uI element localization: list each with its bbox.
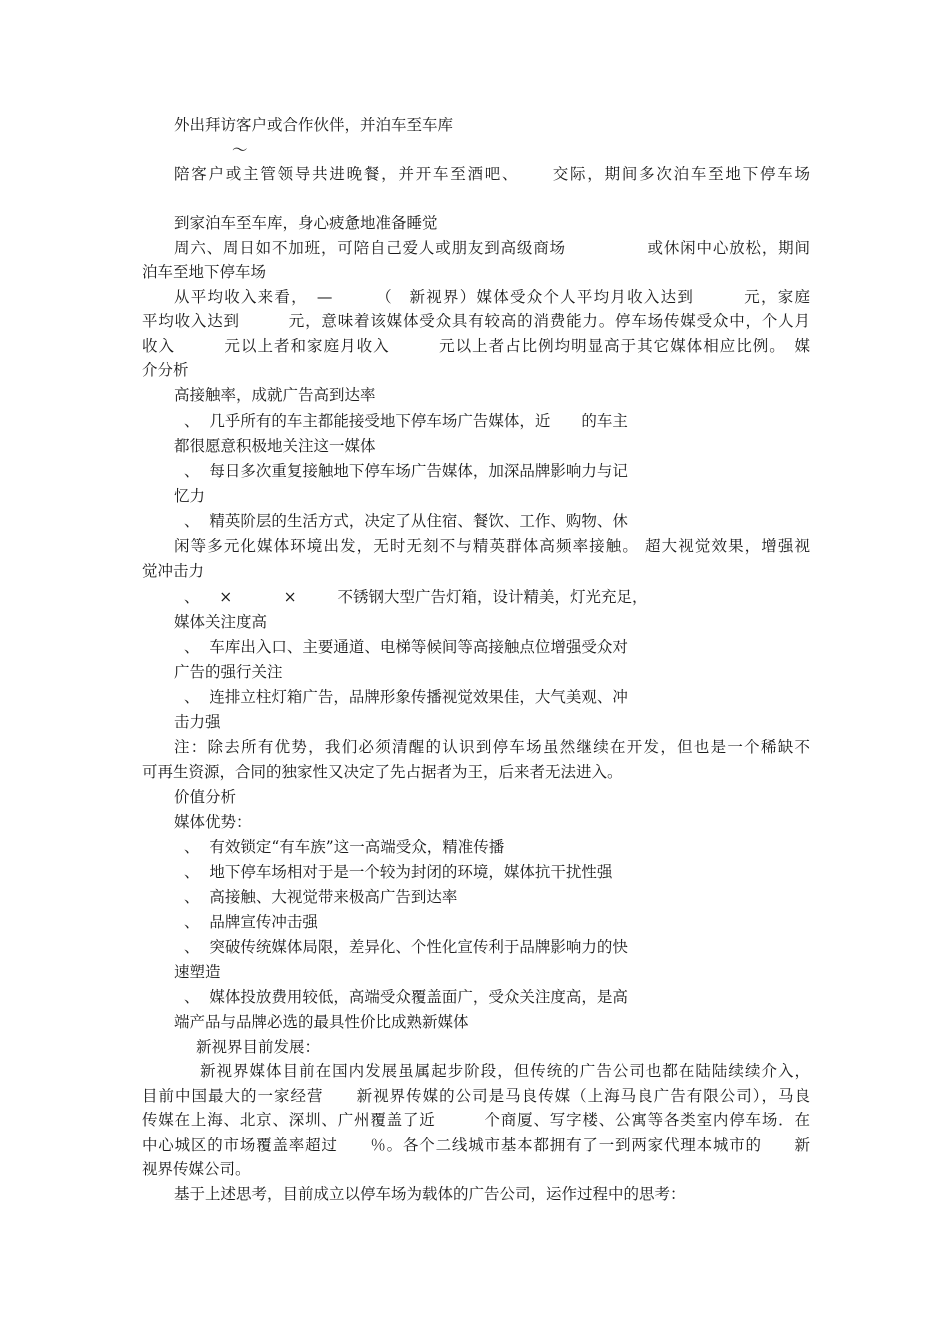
- text-line: 泊车至地下停车场: [142, 263, 267, 281]
- text-line: 媒体关注度高: [174, 613, 268, 631]
- text-line: 从平均收入来看， — （ 新视界）媒体受众个人平均月收入达到 元，家庭: [174, 288, 810, 306]
- text-line: 、 几乎所有的车主都能接受地下停车场广告媒体，近 的车主: [184, 412, 628, 430]
- text-line: 陪客户或主管领导共进晚餐，并开车至酒吧、 交际，期间多次泊车至地下停车场: [174, 165, 810, 183]
- text-line: 、 高接触、大视觉带来极高广告到达率: [184, 888, 458, 906]
- text-line: 介分析: [142, 361, 189, 379]
- text-line: 、 车库出入口、主要通道、电梯等候间等高接触点位增强受众对: [184, 638, 628, 656]
- text-line: 传媒在上海、北京、深圳、广州覆盖了近 个商厦、写字楼、公寓等各类室内停车场．在: [142, 1111, 810, 1129]
- text-line: 、 有效锁定“有车族”这一高端受众，精准传播: [184, 838, 505, 856]
- text-line: 新视界媒体目前在国内发展虽属起步阶段，但传统的广告公司也都在陆陆续续介入，: [200, 1062, 810, 1080]
- text-line: 周六、周日如不加班，可陪自己爱人或朋友到高级商场 或休闲中心放松，期间: [174, 239, 810, 257]
- text-line: 视界传媒公司。: [142, 1160, 251, 1178]
- text-line: 觉冲击力: [142, 562, 205, 580]
- text-line: 可再生资源，合同的独家性又决定了先占据者为王，后来者无法进入。: [142, 763, 623, 781]
- text-line: 到家泊车至车库，身心疲惫地准备睡觉: [174, 214, 438, 232]
- text-line: 、 每日多次重复接触地下停车场广告媒体，加深品牌影响力与记: [184, 462, 628, 480]
- text-line: 、 连排立柱灯箱广告，品牌形象传播视觉效果佳，大气美观、冲: [184, 688, 628, 706]
- text-line: 、 精英阶层的生活方式，决定了从住宿、餐饮、工作、购物、休: [184, 512, 628, 530]
- text-line: 忆力: [174, 487, 206, 505]
- text-line: 、 × × 不锈钢大型广告灯箱，设计精美，灯光充足，: [184, 588, 648, 606]
- text-line: 外出拜访客户或合作伙伴，并泊车至车库: [174, 116, 454, 134]
- text-line: 速塑造: [174, 963, 221, 981]
- text-line: 收入 元以上者和家庭月收入 元以上者占比例均明显高于其它媒体相应比例。 媒: [142, 337, 810, 355]
- text-line: 高接触率，成就广告高到达率: [174, 386, 376, 404]
- text-line: 中心城区的市场覆盖率超过 ％。各个二线城市基本都拥有了一到两家代理本城市的 新: [142, 1136, 810, 1154]
- text-line: 注：除去所有优势，我们必须清醒的认识到停车场虽然继续在开发，但也是一个稀缺不: [174, 738, 810, 756]
- text-line: 都很愿意积极地关注这一媒体: [174, 437, 376, 455]
- text-line: 新视界目前发展：: [196, 1038, 321, 1056]
- text-line: 、 媒体投放费用较低，高端受众覆盖面广，受众关注度高，是高: [184, 988, 628, 1006]
- text-line: 基于上述思考，目前成立以停车场为载体的广告公司，运作过程中的思考：: [174, 1185, 686, 1203]
- text-line: 、 地下停车场相对于是一个较为封闭的环境，媒体抗干扰性强: [184, 863, 613, 881]
- text-line: 广告的强行关注: [174, 663, 283, 681]
- text-line: 价值分析: [174, 788, 237, 806]
- text-line: 击力强: [174, 713, 221, 731]
- text-line: 端产品与品牌必选的最具性价比成熟新媒体: [174, 1013, 469, 1031]
- text-line: 、 突破传统媒体局限，差异化、个性化宣传利于品牌影响力的快: [184, 938, 628, 956]
- text-line: 媒体优势：: [174, 813, 252, 831]
- text-line: 平均收入达到 元，意味着该媒体受众具有较高的消费能力。停车场传媒受众中，个人月: [142, 312, 810, 330]
- text-line: 、 品牌宣传冲击强: [184, 913, 318, 931]
- text-line: 闲等多元化媒体环境出发，无时无刻不与精英群体高频率接触。 超大视觉效果，增强视: [174, 537, 810, 555]
- text-line: 目前中国最大的一家经营 新视界传媒的公司是马良传媒（上海马良广告有限公司），马良: [142, 1087, 810, 1105]
- text-line: ～: [232, 141, 248, 159]
